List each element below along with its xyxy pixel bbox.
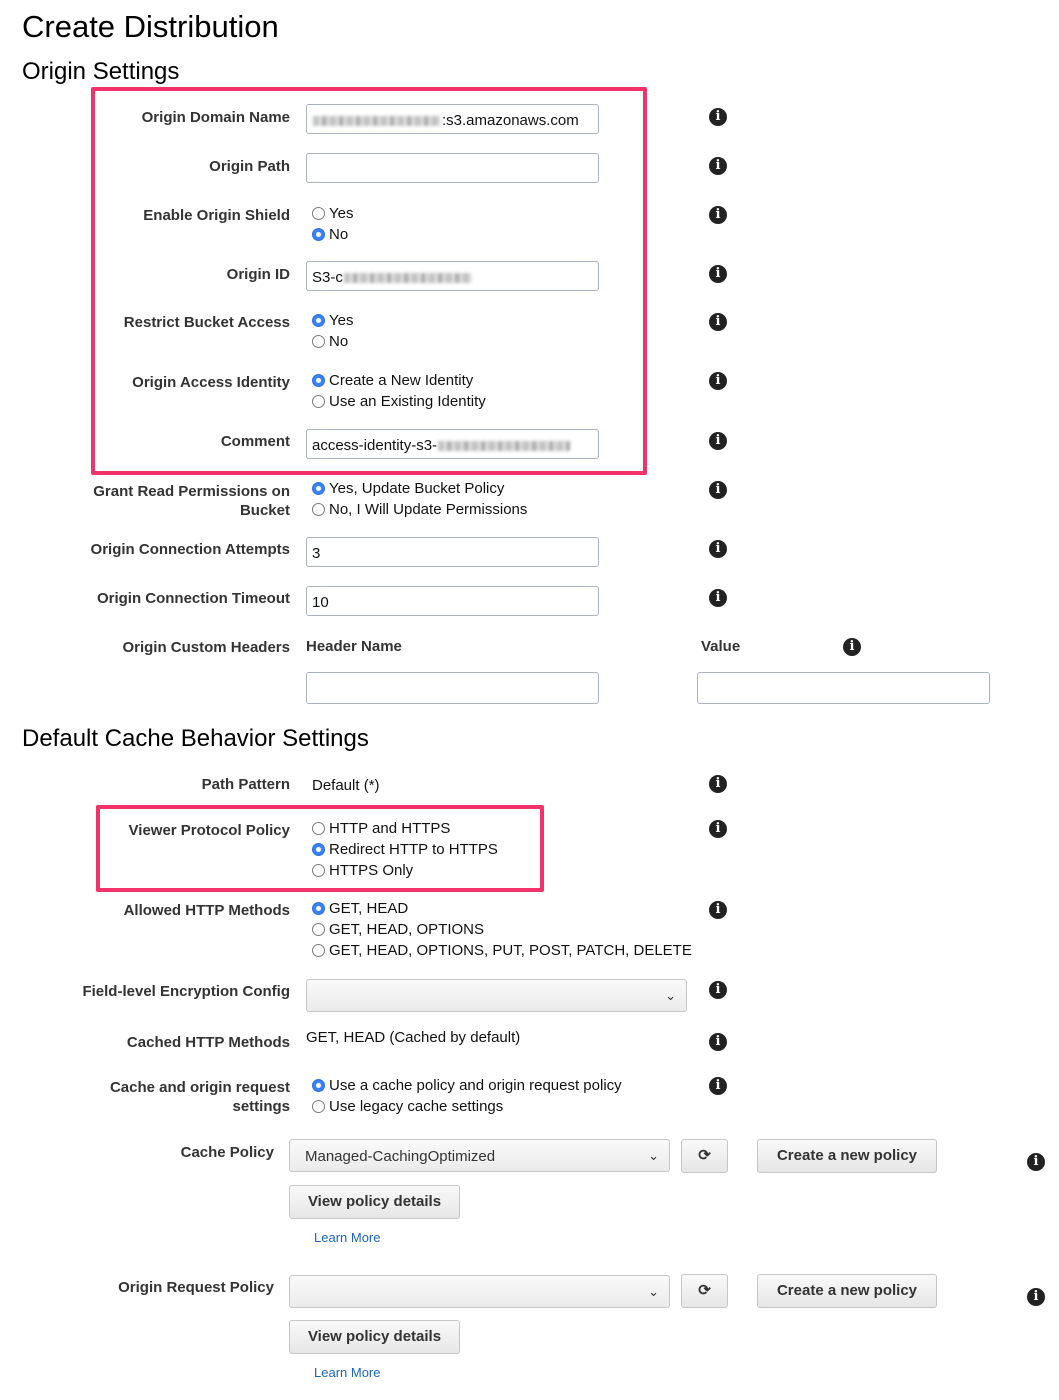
refresh-cache-policy-button[interactable] [681, 1139, 728, 1173]
origin-domain-name-input[interactable] [306, 104, 599, 134]
info-icon[interactable]: i [709, 901, 727, 919]
origin-path-label: Origin Path [209, 158, 290, 175]
field-level-encryption-select[interactable] [306, 979, 687, 1012]
info-icon[interactable]: i [1027, 1153, 1045, 1171]
info-icon[interactable]: i [709, 265, 727, 283]
chevron-down-icon: ⌄ [648, 1284, 659, 1299]
update-bucket-policy-radio[interactable] [312, 478, 504, 499]
use-cache-policy-radio[interactable] [312, 1075, 622, 1096]
info-icon[interactable]: i [709, 540, 727, 558]
value-column-header: Value [701, 638, 741, 655]
allowed-http-methods-label: Allowed HTTP Methods [123, 902, 290, 919]
update-permissions-myself-radio[interactable] [312, 499, 527, 520]
cache-policy-learn-more-link[interactable]: Learn More [314, 1230, 381, 1245]
redacted-text [313, 116, 441, 126]
view-cache-policy-details-button[interactable]: View policy details [289, 1185, 460, 1219]
create-new-identity-radio[interactable] [312, 370, 473, 391]
field-level-encryption-label: Field-level Encryption Config [82, 983, 290, 1000]
restrict-bucket-yes-radio[interactable] [312, 310, 353, 331]
radio-label: Yes [329, 312, 354, 329]
radio-label: Create a New Identity [329, 372, 474, 389]
radio-label: Yes [329, 205, 354, 222]
http-and-https-radio[interactable] [312, 818, 450, 839]
origin-connection-timeout-label: Origin Connection Timeout [96, 590, 290, 607]
use-legacy-cache-settings-radio[interactable] [312, 1096, 503, 1117]
section-heading-origin-settings: Origin Settings [22, 58, 180, 85]
label-line: Grant Read Permissions on [93, 483, 290, 500]
redacted-text [438, 441, 570, 451]
radio-label: Use legacy cache settings [329, 1098, 504, 1115]
info-icon[interactable]: i [843, 638, 861, 656]
cache-origin-request-settings-label [110, 1078, 290, 1116]
info-icon[interactable]: i [709, 481, 727, 499]
origin-connection-timeout-input[interactable] [306, 586, 599, 616]
info-icon[interactable]: i [709, 206, 727, 224]
create-cache-policy-button[interactable]: Create a new policy [757, 1139, 937, 1173]
cache-policy-label: Cache Policy [180, 1144, 274, 1161]
page-title: Create Distribution [22, 9, 279, 44]
methods-get-head-options-radio[interactable] [312, 919, 484, 940]
info-icon[interactable]: i [1027, 1288, 1045, 1306]
comment-label: Comment [220, 433, 290, 450]
origin-custom-headers-label: Origin Custom Headers [122, 639, 290, 656]
label-line: Bucket [239, 502, 290, 519]
info-icon[interactable]: i [709, 108, 727, 126]
label-line: Cache and origin request [109, 1079, 290, 1096]
info-icon[interactable]: i [709, 589, 727, 607]
origin-request-policy-learn-more-link[interactable]: Learn More [314, 1365, 381, 1380]
radio-label: No, I Will Update Permissions [329, 501, 528, 518]
origin-connection-attempts-label: Origin Connection Attempts [90, 541, 290, 558]
cached-http-methods-label: Cached HTTP Methods [126, 1034, 290, 1051]
origin-domain-name-value: :s3.amazonaws.com [442, 112, 579, 129]
radio-label: Use a cache policy and origin request policy [329, 1077, 622, 1094]
path-pattern-value: Default (*) [312, 777, 380, 794]
input-value: 10 [312, 594, 329, 611]
radio-label: Use an Existing Identity [329, 393, 486, 410]
redacted-text [344, 273, 472, 283]
radio-label: No [329, 333, 349, 350]
origin-connection-attempts-input[interactable] [306, 537, 599, 567]
radio-label: No [329, 226, 349, 243]
origin-access-identity-label: Origin Access Identity [132, 374, 290, 391]
cache-policy-select[interactable] [289, 1139, 670, 1172]
restrict-bucket-no-radio[interactable] [312, 331, 348, 352]
origin-path-input[interactable] [306, 153, 599, 183]
radio-label: GET, HEAD, OPTIONS [329, 921, 485, 938]
radio-label: GET, HEAD, OPTIONS, PUT, POST, PATCH, DELETE [329, 942, 692, 959]
info-icon[interactable]: i [709, 372, 727, 390]
info-icon[interactable]: i [709, 820, 727, 838]
enable-origin-shield-label: Enable Origin Shield [143, 207, 290, 224]
radio-label: GET, HEAD [329, 900, 409, 917]
radio-label: HTTP and HTTPS [329, 820, 451, 837]
input-value: 3 [312, 545, 321, 562]
https-only-radio[interactable] [312, 860, 413, 881]
origin-domain-name-label: Origin Domain Name [141, 109, 290, 126]
methods-all-radio[interactable] [312, 940, 692, 961]
info-icon[interactable]: i [709, 775, 727, 793]
comment-input[interactable] [306, 429, 599, 459]
info-icon[interactable]: i [709, 1077, 727, 1095]
origin-request-policy-label: Origin Request Policy [118, 1279, 274, 1296]
create-origin-request-policy-button[interactable]: Create a new policy [757, 1274, 937, 1308]
chevron-down-icon: ⌄ [665, 988, 676, 1003]
info-icon[interactable]: i [709, 157, 727, 175]
use-existing-identity-radio[interactable] [312, 391, 486, 412]
cached-http-methods-value: GET, HEAD (Cached by default) [306, 1029, 521, 1046]
chevron-down-icon: ⌄ [648, 1148, 659, 1163]
origin-request-policy-select[interactable] [289, 1275, 670, 1308]
redirect-http-to-https-radio[interactable] [312, 839, 498, 860]
info-icon[interactable]: i [709, 981, 727, 999]
refresh-icon: ⟳ [698, 1147, 711, 1164]
viewer-protocol-policy-label: Viewer Protocol Policy [128, 822, 290, 839]
label-line: settings [232, 1098, 290, 1115]
info-icon[interactable]: i [709, 1033, 727, 1051]
origin-shield-yes-radio[interactable] [312, 203, 353, 224]
radio-label: HTTPS Only [329, 862, 414, 879]
methods-get-head-radio[interactable] [312, 898, 408, 919]
grant-read-permissions-label [93, 482, 290, 520]
radio-label: Redirect HTTP to HTTPS [329, 841, 498, 858]
origin-shield-no-radio[interactable] [312, 224, 348, 245]
header-name-column-header: Header Name [306, 638, 402, 655]
header-name-input[interactable] [306, 672, 599, 704]
info-icon[interactable]: i [709, 432, 727, 450]
origin-id-value: S3-c [312, 269, 343, 286]
info-icon[interactable]: i [709, 313, 727, 331]
origin-id-label: Origin ID [226, 266, 290, 283]
refresh-origin-request-policy-button[interactable] [681, 1274, 728, 1308]
origin-id-input[interactable] [306, 261, 599, 291]
refresh-icon: ⟳ [698, 1282, 711, 1299]
path-pattern-label: Path Pattern [201, 776, 290, 793]
comment-value: access-identity-s3- [312, 437, 438, 454]
header-value-input[interactable] [697, 672, 990, 704]
select-value: Managed-CachingOptimized [305, 1148, 496, 1165]
radio-label: Yes, Update Bucket Policy [329, 480, 505, 497]
view-origin-request-policy-details-button[interactable]: View policy details [289, 1320, 460, 1354]
section-heading-cache-behavior: Default Cache Behavior Settings [22, 725, 369, 752]
restrict-bucket-access-label: Restrict Bucket Access [123, 314, 290, 331]
